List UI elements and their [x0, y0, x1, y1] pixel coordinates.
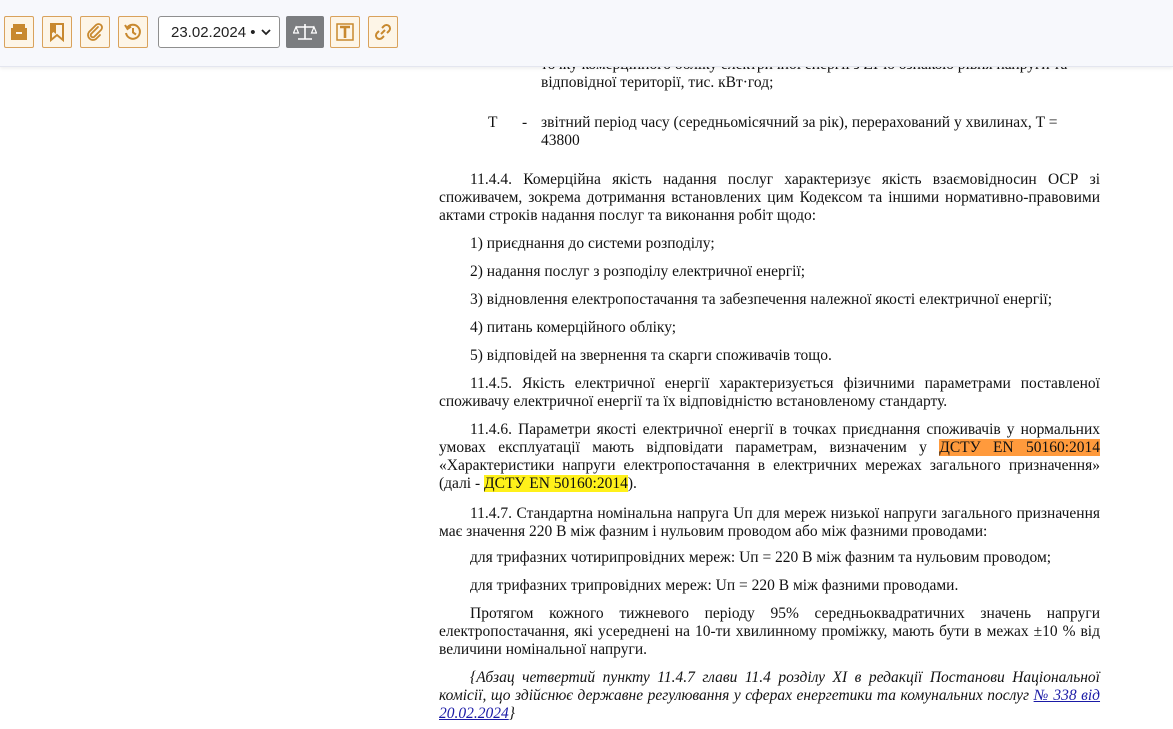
- date-select[interactable]: [158, 16, 280, 48]
- date-select-value: 23.02.2024 •: [171, 23, 256, 41]
- definition-text-q: відповідної території, тис. кВт·год;: [541, 74, 774, 91]
- standard-highlight: ДСТУ EN 50160:2014: [484, 475, 628, 492]
- text-icon: [335, 22, 355, 42]
- scale-icon: [293, 22, 317, 42]
- link-button[interactable]: [368, 16, 398, 48]
- list-item: 5) відповідей на звернення та скарги споживачів тощо.: [470, 347, 832, 364]
- paragraph-11-4-5: 11.4.5. Якість електричної енергії характеризується фізичними параметрами поставленої споживачу електричної енергії та їх відповідністю встановленому стандарту.: [439, 375, 1100, 410]
- list-item: 3) відновлення електропостачання та забезпечення належної якості електричної енергії;: [470, 291, 1053, 308]
- chevron-down-icon: [261, 27, 271, 37]
- paragraph-11-4-6: 11.4.6. Параметри якості електричної енергії в точках приєднання споживачів у нормальних умовах експлуатації мають відповідати параметрам, визначеним у ДСТУ EN 50160:2014 «Характеристики напруги електропостачання в електричних мережах загального призначення» (далі - ДСТУ EN 50160:2014).: [439, 421, 1101, 492]
- paragraph-line: для трифазних чотирипровідних мереж: Uп = 220 В між фазним та нульовим проводом;: [470, 549, 1052, 566]
- list-item: 4) питань комерційного обліку;: [470, 319, 677, 336]
- paperclip-icon: [85, 22, 105, 42]
- paragraph-voltage-limits: Протягом кожного тижневого періоду 95% середньоквадратичних значень напруги електропостачання, які усереднені на 10-ти хвилинному проміжку, мають бути в межах ±10 % від величини номінальної напруги.: [439, 605, 1100, 658]
- text-button[interactable]: [330, 16, 360, 48]
- bookmark-icon: [47, 22, 67, 42]
- list-item: 1) приєднання до системи розподілу;: [470, 235, 715, 252]
- archive-button[interactable]: [4, 16, 34, 48]
- paragraph-11-4-4: 11.4.4. Комерційна якість надання послуг характеризує якість взаємовідносин ОСР зі споживачем, зокрема дотримання встановлених цим Кодексом та іншими нормативно-правовими актами строків надання послуг та виконання робіт щодо:: [439, 171, 1100, 224]
- definition-symbol-t: T: [488, 114, 498, 131]
- standard-highlight: ДСТУ EN 50160:2014: [939, 439, 1101, 456]
- paragraph-11-4-7: 11.4.7. Стандартна номінальна напруга Uп для мереж низької напруги загального призначення має значення 220 В між фазним і нульовим проводом або між фазними проводами:: [439, 505, 1100, 540]
- resolution-link[interactable]: № 338 від 20.02.2024: [439, 687, 1101, 722]
- paragraph-line: для трифазних трипровідних мереж: Uп = 220 В між фазними проводами.: [470, 577, 959, 594]
- list-item: 2) надання послуг з розподілу електричної енергії;: [470, 263, 806, 280]
- attachment-button[interactable]: [80, 16, 110, 48]
- bookmark-button[interactable]: [42, 16, 72, 48]
- history-icon: [123, 22, 143, 42]
- history-button[interactable]: [118, 16, 148, 48]
- definition-dash: -: [522, 114, 528, 131]
- compare-button[interactable]: [286, 16, 324, 48]
- toolbar: [0, 0, 1173, 67]
- link-icon: [373, 22, 393, 42]
- editorial-note: {Абзац четвертий пункту 11.4.7 глави 11.4 розділу XI в редакції Постанови Національної комісії, що здійснює державне регулювання у сферах енергетики та комунальних послуг № 338 від 20.02.2024}: [439, 669, 1101, 722]
- archive-icon: [9, 22, 29, 42]
- definition-text-t: звітний період часу (середньомісячний за рік), перерахований у хвилинах, T = 43800: [541, 114, 1058, 149]
